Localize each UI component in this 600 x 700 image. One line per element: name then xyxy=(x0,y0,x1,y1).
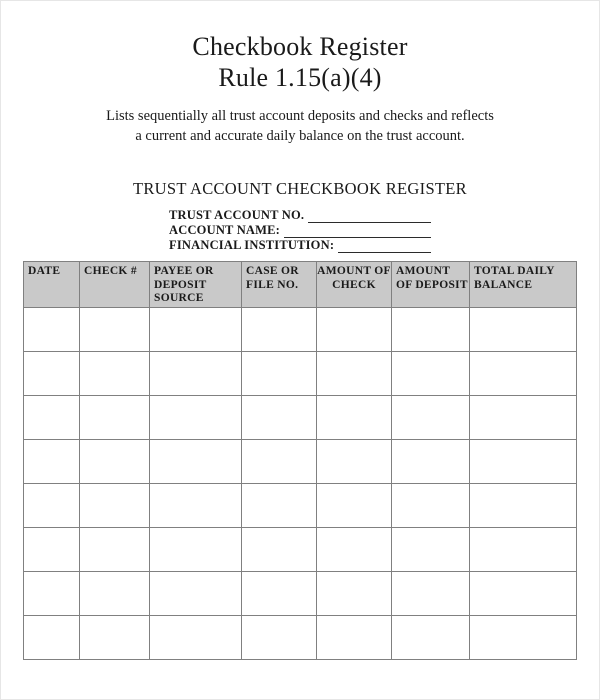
register-cell[interactable] xyxy=(24,572,80,616)
account-name-input[interactable] xyxy=(284,225,431,238)
register-cell[interactable] xyxy=(150,528,242,572)
register-cell[interactable] xyxy=(317,616,392,660)
register-cell[interactable] xyxy=(24,308,80,352)
register-cell[interactable] xyxy=(392,352,470,396)
table-row xyxy=(24,352,577,396)
table-row xyxy=(24,484,577,528)
register-cell[interactable] xyxy=(242,484,317,528)
column-header-check-number: CHECK # xyxy=(80,262,150,308)
register-cell[interactable] xyxy=(317,528,392,572)
document-title-line-1: Checkbook Register xyxy=(192,32,408,61)
table-row xyxy=(24,396,577,440)
section-heading: TRUST ACCOUNT CHECKBOOK REGISTER xyxy=(133,179,467,198)
register-cell[interactable] xyxy=(150,440,242,484)
register-cell[interactable] xyxy=(150,616,242,660)
trust-account-no-label: TRUST ACCOUNT NO. xyxy=(169,208,305,222)
register-cell[interactable] xyxy=(470,616,577,660)
table-row xyxy=(24,308,577,352)
register-cell[interactable] xyxy=(242,572,317,616)
register-header xyxy=(24,262,577,308)
field-row-trust-account-no xyxy=(169,208,431,223)
account-name-label: ACCOUNT NAME: xyxy=(169,223,281,237)
register-cell[interactable] xyxy=(150,484,242,528)
checkbook-register-table xyxy=(23,261,577,660)
register-cell[interactable] xyxy=(470,572,577,616)
register-cell[interactable] xyxy=(392,572,470,616)
register-cell[interactable] xyxy=(242,352,317,396)
register-cell[interactable] xyxy=(80,572,150,616)
register-cell[interactable] xyxy=(392,616,470,660)
register-cell[interactable] xyxy=(242,616,317,660)
register-cell[interactable] xyxy=(24,528,80,572)
column-header-date: DATE xyxy=(24,262,80,308)
register-cell[interactable] xyxy=(392,440,470,484)
field-row-account-name xyxy=(169,223,431,238)
register-table-wrapper xyxy=(23,261,576,660)
financial-institution-label: FINANCIAL INSTITUTION: xyxy=(169,238,335,252)
register-cell[interactable] xyxy=(80,528,150,572)
register-cell[interactable] xyxy=(317,484,392,528)
register-cell[interactable] xyxy=(392,528,470,572)
column-header-amount-of-deposit: AMOUNT OF DEPOSIT xyxy=(392,262,470,308)
register-cell[interactable] xyxy=(24,616,80,660)
register-header-row xyxy=(24,262,577,308)
register-cell[interactable] xyxy=(150,572,242,616)
table-row xyxy=(24,440,577,484)
register-cell[interactable] xyxy=(470,308,577,352)
register-cell[interactable] xyxy=(150,396,242,440)
register-cell[interactable] xyxy=(470,352,577,396)
register-cell[interactable] xyxy=(242,440,317,484)
register-cell[interactable] xyxy=(470,396,577,440)
financial-institution-input[interactable] xyxy=(338,240,431,253)
register-cell[interactable] xyxy=(242,396,317,440)
register-cell[interactable] xyxy=(150,308,242,352)
register-cell[interactable] xyxy=(80,352,150,396)
register-cell[interactable] xyxy=(242,308,317,352)
register-cell[interactable] xyxy=(24,440,80,484)
register-cell[interactable] xyxy=(317,396,392,440)
register-body xyxy=(24,308,577,660)
intro-line-2: a current and accurate daily balance on the trust account. xyxy=(135,128,465,144)
register-cell[interactable] xyxy=(80,308,150,352)
document-title-line-2: Rule 1.15(a)(4) xyxy=(218,63,382,92)
register-cell[interactable] xyxy=(392,396,470,440)
column-header-case-or-file-number: CASE OR FILE NO. xyxy=(242,262,317,308)
register-cell[interactable] xyxy=(317,572,392,616)
register-cell[interactable] xyxy=(80,440,150,484)
register-cell[interactable] xyxy=(24,396,80,440)
intro-line-1: Lists sequentially all trust account deposits and checks and reflects xyxy=(106,108,494,124)
account-form-fields xyxy=(1,208,599,253)
register-cell[interactable] xyxy=(80,616,150,660)
register-cell[interactable] xyxy=(242,528,317,572)
register-cell[interactable] xyxy=(470,528,577,572)
table-row xyxy=(24,528,577,572)
register-cell[interactable] xyxy=(317,440,392,484)
column-header-payee-or-deposit-source: PAYEE OR DEPOSIT SOURCE xyxy=(150,262,242,308)
register-cell[interactable] xyxy=(317,352,392,396)
register-cell[interactable] xyxy=(317,308,392,352)
table-row xyxy=(24,572,577,616)
register-cell[interactable] xyxy=(80,484,150,528)
register-cell[interactable] xyxy=(392,308,470,352)
column-header-amount-of-check: AMOUNT OF CHECK xyxy=(317,262,392,308)
register-cell[interactable] xyxy=(24,352,80,396)
table-row xyxy=(24,616,577,660)
column-header-total-daily-balance: TOTAL DAILY BALANCE xyxy=(470,262,577,308)
register-cell[interactable] xyxy=(470,484,577,528)
register-cell[interactable] xyxy=(392,484,470,528)
intro-paragraph xyxy=(1,106,599,146)
register-cell[interactable] xyxy=(150,352,242,396)
trust-account-no-input[interactable] xyxy=(308,210,431,223)
register-cell[interactable] xyxy=(80,396,150,440)
register-cell[interactable] xyxy=(470,440,577,484)
title-block xyxy=(1,1,599,93)
register-cell[interactable] xyxy=(24,484,80,528)
field-row-financial-institution xyxy=(169,238,431,253)
